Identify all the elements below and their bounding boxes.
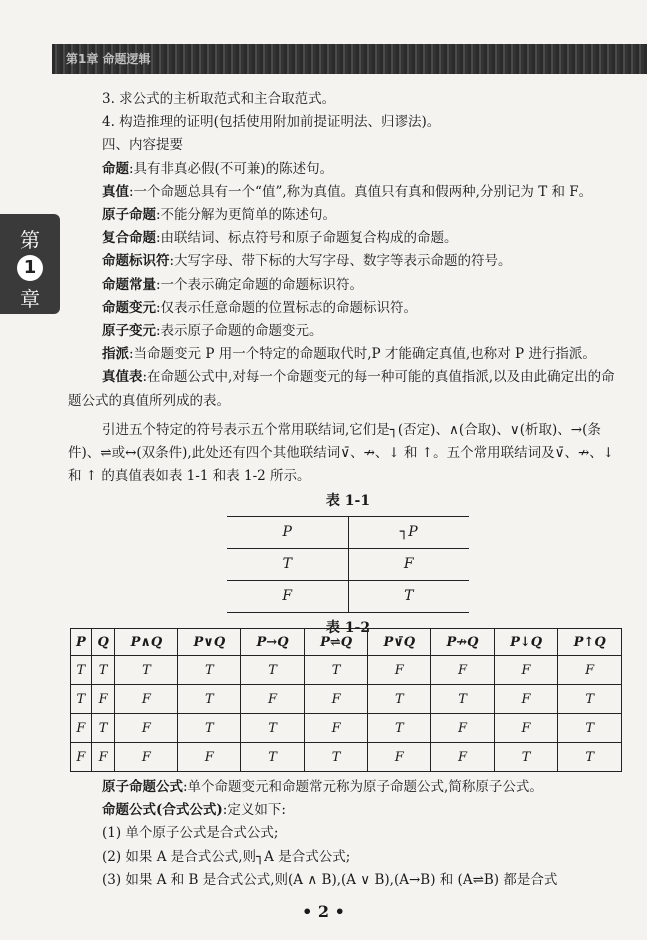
table-cell: F — [348, 548, 469, 580]
table-header-cell: Q — [91, 629, 115, 656]
table-header-cell: P∧Q — [115, 629, 178, 656]
table-cell: F — [241, 685, 305, 714]
table-header-cell: P→Q — [241, 629, 305, 656]
definition-term: 原子命题公式 — [102, 779, 183, 795]
table-header-cell: P↛Q — [431, 629, 495, 656]
table-row — [71, 685, 622, 714]
definition — [68, 274, 628, 297]
table-cell: T — [368, 685, 431, 714]
definition — [68, 799, 628, 822]
chapter-header-text: 第1章 命题逻辑 — [66, 52, 151, 66]
table-row — [227, 580, 469, 612]
table-cell: T — [178, 685, 241, 714]
definition — [68, 181, 628, 204]
definition-term: 命题变元 — [102, 299, 156, 316]
page-content — [68, 88, 628, 642]
table-cell: T — [241, 656, 305, 685]
definition-text: :在命题公式中,对每一个命题变元的每一种可能的真值指派,以及由此确定出的命题公式的真值所列成的表。 — [68, 369, 615, 409]
intro-paragraph: 引进五个特定的符号表示五个常用联结词,它们是┐(否定)、∧(合取)、∨(析取)、→(条件)、⇌或↔(双条件),此处还有四个其他联结词∨̄、↛、↓ 和 ↑。五个常用联结词及∨̄、↛、↓ 和 ↑ 的真值表如表 1-1 和表 1-2 所示。 — [68, 421, 615, 485]
table-row — [71, 743, 622, 772]
definition-term: 真值 — [102, 183, 129, 200]
table-cell: F — [115, 714, 178, 743]
table-cell: T — [178, 656, 241, 685]
table-cell: F — [494, 714, 558, 743]
table2-caption: 表 1-2 — [325, 619, 371, 636]
definition-text: :不能分解为更简单的陈述句。 — [156, 207, 337, 224]
definition — [68, 250, 628, 273]
table-cell: T — [115, 656, 178, 685]
definition-term: 指派 — [102, 346, 129, 363]
table-cell: F — [178, 743, 241, 772]
table-cell: F — [71, 714, 92, 743]
table-cell: T — [494, 743, 558, 772]
rule-line: (1) 单个原子公式是合式公式; — [102, 825, 279, 842]
definition — [68, 366, 628, 412]
definition-text: :大写字母、带下标的大写字母、数字等表示命题的符号。 — [169, 253, 512, 270]
definition-text: :当命题变元 P 用一个特定的命题取代时,P 才能确定真值,也称对 P 进行指派。 — [129, 346, 596, 363]
rule-line: (3) 如果 A 和 B 是合式公式,则(A ∧ B),(A ∨ B),(A→B) 和 (A⇌B) 都是合式 — [102, 871, 558, 888]
table-cell: F — [494, 656, 558, 685]
table-cell: F — [115, 743, 178, 772]
table-cell: T — [71, 656, 92, 685]
table-cell: F — [431, 714, 495, 743]
definition-term: 命题 — [102, 160, 129, 177]
page-content-lower — [68, 776, 628, 892]
definition-term: 原子命题 — [102, 207, 156, 224]
table-cell: T — [227, 548, 348, 580]
table-header-cell: ┐P — [348, 516, 469, 548]
text-line: 3. 求公式的主析取范式和主合取范式。 — [102, 91, 336, 107]
definition — [68, 297, 628, 320]
definition — [68, 776, 628, 799]
definition-term: 命题公式(合式公式) — [102, 802, 223, 819]
table-cell: F — [91, 685, 115, 714]
table-cell: T — [348, 580, 469, 612]
table-cell: T — [558, 714, 622, 743]
table-cell: F — [368, 743, 431, 772]
table-cell: T — [304, 743, 368, 772]
page-number: • 2 • — [302, 902, 345, 921]
table1-caption: 表 1-1 — [325, 493, 371, 510]
table-cell: F — [227, 580, 348, 612]
chapter-side-tab — [0, 214, 60, 314]
definition-text: :单个命题变元和命题常元称为原子命题公式,简称原子公式。 — [183, 779, 543, 795]
table-cell: F — [91, 743, 115, 772]
table-cell: T — [431, 685, 495, 714]
table-cell: T — [368, 714, 431, 743]
table-cell: T — [241, 714, 305, 743]
table-cell: F — [304, 714, 368, 743]
table-cell: F — [368, 656, 431, 685]
table-cell: F — [494, 685, 558, 714]
table-row — [71, 714, 622, 743]
definition-text: :由联结词、标点符号和原子命题复合构成的命题。 — [156, 230, 458, 247]
definition-term: 命题常量 — [102, 276, 156, 293]
table-row — [71, 656, 622, 685]
table-cell: F — [431, 743, 495, 772]
table-cell: T — [91, 656, 115, 685]
definition-term: 真值表 — [102, 369, 143, 386]
table-header-cell: P∨Q — [178, 629, 241, 656]
table-cell: F — [431, 656, 495, 685]
table-cell: T — [71, 685, 92, 714]
table-cell: F — [115, 685, 178, 714]
table-header-cell: P∨̄Q — [368, 629, 431, 656]
definition-text: :表示原子命题的命题变元。 — [156, 323, 323, 340]
table-cell: F — [71, 743, 92, 772]
table-cell: F — [304, 685, 368, 714]
text-line: 4. 构造推理的证明(包括使用附加前提证明法、归谬法)。 — [102, 114, 441, 131]
definition — [68, 158, 628, 181]
table-cell: T — [558, 685, 622, 714]
table-header-cell: P↓Q — [494, 629, 558, 656]
table-cell: T — [558, 743, 622, 772]
table-cell: T — [241, 743, 305, 772]
truth-table-connectives — [70, 628, 622, 772]
table-cell: T — [304, 656, 368, 685]
table-header-row — [71, 629, 622, 656]
table-header-cell: P⇌Q — [304, 629, 368, 656]
definition-term: 命题标识符 — [102, 253, 170, 270]
table-cell: F — [558, 656, 622, 685]
table-cell: T — [91, 714, 115, 743]
table-header-row — [227, 516, 469, 548]
definition — [68, 343, 628, 366]
table-header-cell: P↑Q — [558, 629, 622, 656]
definition-text: :具有非真必假(不可兼)的陈述句。 — [129, 160, 334, 177]
truth-table-negation — [227, 516, 469, 613]
definition — [68, 320, 628, 343]
rule-line: (2) 如果 A 是合式公式,则┐A 是合式公式; — [102, 848, 351, 865]
definition-text: :定义如下: — [222, 802, 286, 819]
definition-term: 原子变元 — [102, 323, 156, 340]
definition-term: 复合命题 — [102, 230, 156, 247]
definition — [68, 227, 628, 250]
definition-text: :仅表示任意命题的位置标志的命题标识符。 — [156, 299, 418, 316]
definition — [68, 204, 628, 227]
side-tab-number: 1 — [17, 255, 43, 281]
table-cell: T — [178, 714, 241, 743]
table-row — [227, 548, 469, 580]
definition-text: :一个表示确定命题的命题标识符。 — [156, 276, 364, 293]
table-header-cell: P — [227, 516, 348, 548]
section-heading: 四、内容提要 — [102, 137, 183, 154]
definition-text: :一个命题总具有一个“值”,称为真值。真值只有真和假两种,分别记为 T 和 F。 — [129, 183, 593, 200]
table-header-cell: P — [71, 629, 92, 656]
side-tab-bottom: 章 — [20, 287, 40, 311]
side-tab-top: 第 — [20, 228, 40, 252]
